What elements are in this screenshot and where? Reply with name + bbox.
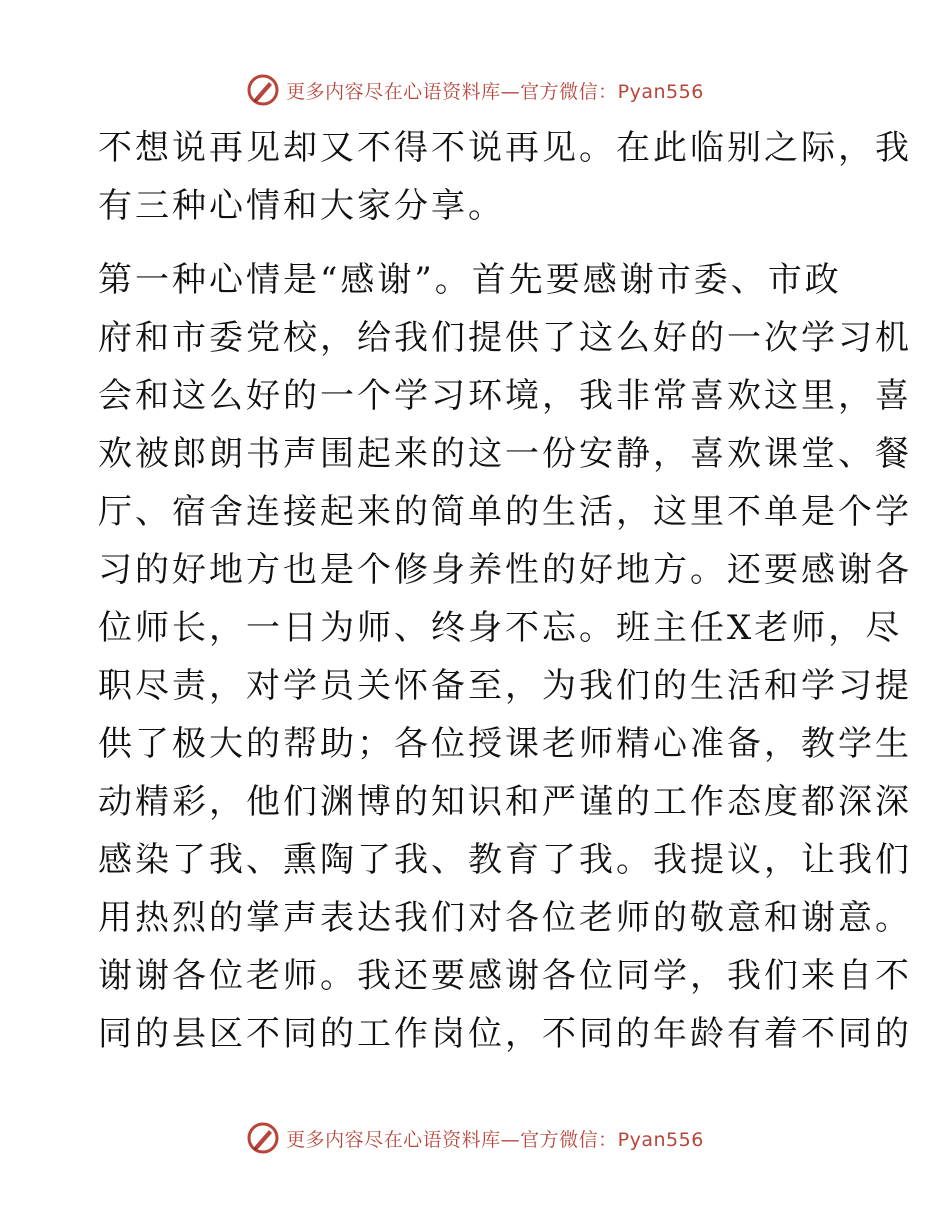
header-banner-text: 更多内容尽在心语资料库—官方微信：Pyan556 — [286, 80, 704, 103]
footer-watermark — [0, 1118, 950, 1158]
text-line: 有三种心情和大家分享。 — [98, 186, 505, 226]
text-line: 会和这么好的一个学习环境，我非常喜欢这里，喜 — [98, 376, 912, 416]
text-line: 习的好地方也是个修身养性的好地方。还要感谢各 — [98, 550, 912, 590]
footer-banner-text: 更多内容尽在心语资料库—官方微信：Pyan556 — [286, 1128, 704, 1151]
text-line: 动精彩，他们渊博的知识和严谨的工作态度都深深 — [98, 782, 912, 822]
text-line: 位师长，一日为师、终身不忘。班主任X老师，尽 — [98, 608, 903, 648]
text-line: 谢谢各位老师。我还要感谢各位同学，我们来自不 — [98, 956, 912, 996]
text-line: 第一种心情是“感谢”。首先要感谢市委、市政 — [98, 260, 842, 300]
text-line: 同的县区不同的工作岗位，不同的年龄有着不同的 — [98, 1014, 912, 1054]
text-line: 职尽责，对学员关怀备至，为我们的生活和学习提 — [98, 666, 912, 706]
text-line: 感染了我、熏陶了我、教育了我。我提议，让我们 — [98, 840, 912, 880]
text-line: 府和市委党校，给我们提供了这么好的一次学习机 — [98, 318, 912, 358]
pen-logo-icon — [246, 73, 280, 107]
text-line: 欢被郎朗书声围起来的这一份安静，喜欢课堂、餐 — [98, 434, 912, 474]
header-watermark — [0, 70, 950, 110]
pen-logo-icon — [246, 1121, 280, 1155]
text-line: 供了极大的帮助；各位授课老师精心准备，教学生 — [98, 724, 912, 764]
text-line: 用热烈的掌声表达我们对各位老师的敬意和谢意。 — [98, 898, 912, 938]
text-line: 厅、宿舍连接起来的简单的生活，这里不单是个学 — [98, 492, 912, 532]
text-line: 不想说再见却又不得不说再见。在此临别之际，我 — [98, 128, 912, 168]
